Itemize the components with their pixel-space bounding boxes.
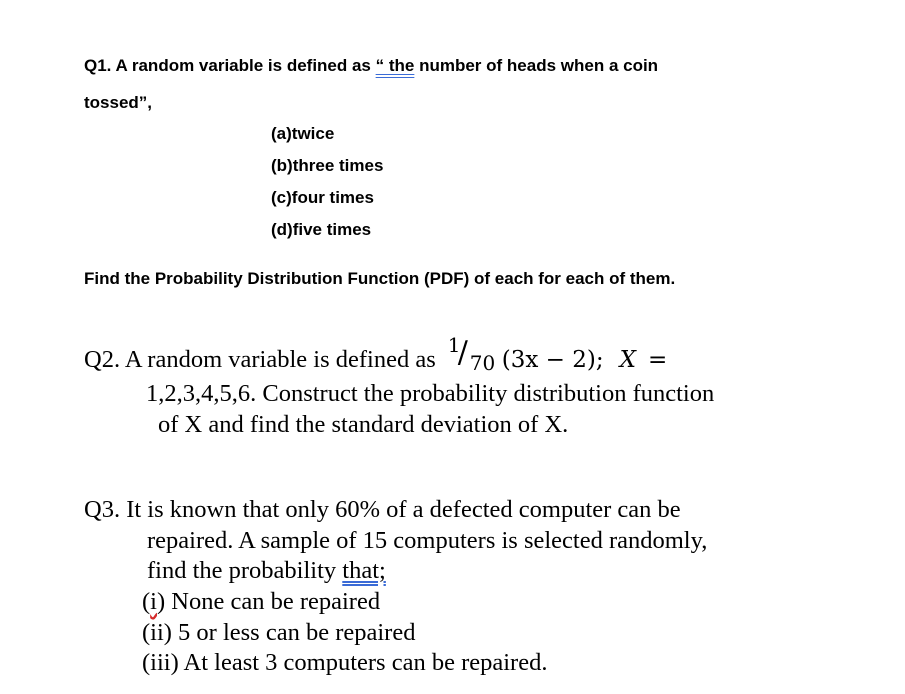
q2-variable: X — [619, 347, 636, 373]
q2-line-2: 1,2,3,4,5,6. Construct the probability distribution function — [146, 380, 715, 407]
q1-option-d: (d)five times — [271, 220, 372, 239]
q3-word-that: that; — [342, 557, 386, 584]
q1-option-c: (c)four times — [271, 188, 374, 207]
q1-option-a: (a)twice — [271, 124, 335, 143]
q3-part-i — [142, 588, 380, 616]
q3-part-i-rest: ) None can be repaired — [156, 588, 381, 615]
q3-part-iii: (iii) At least 3 computers can be repaired. — [142, 649, 548, 676]
q3-part-ii: (ii) 5 or less can be repaired — [142, 619, 416, 646]
q3-part-i-open: ( — [142, 588, 151, 615]
q1-line-1-prefix: Q1. A random variable is defined as — [84, 56, 376, 75]
q3-line-1: Q3. It is known that only 60% of a defected computer can be — [84, 496, 681, 523]
q2-line-1 — [84, 333, 668, 375]
q2-frac-denominator: 70 — [469, 351, 496, 375]
q1-quote-the: “ the — [375, 56, 415, 75]
q1-line-1-suffix: number of heads when a coin — [414, 56, 659, 75]
q2-fraction — [446, 333, 498, 375]
q2-expression: (3x − 2); — [501, 347, 604, 373]
q2-line-1-prefix: Q2. A random variable is defined as — [84, 346, 436, 373]
q3-part-i-numeral: i — [150, 588, 157, 615]
q2-frac-numerator: 1 — [447, 333, 461, 357]
q2-equals: = — [647, 347, 668, 373]
q3-line-2: repaired. A sample of 15 computers is selected randomly, — [147, 527, 708, 554]
q1-line-2: tossed”, — [84, 93, 153, 112]
q3-line-3 — [147, 557, 386, 585]
q2-frac-slash: / — [457, 335, 468, 370]
q1-line-1 — [84, 56, 658, 76]
q1-option-b: (b)three times — [271, 156, 384, 175]
q3-line-3-prefix: find the probability — [147, 557, 343, 584]
q1-instruction: Find the Probability Distribution Function (PDF) of each for each of them. — [84, 269, 676, 288]
q2-line-3: of X and find the standard deviation of X. — [158, 411, 569, 438]
